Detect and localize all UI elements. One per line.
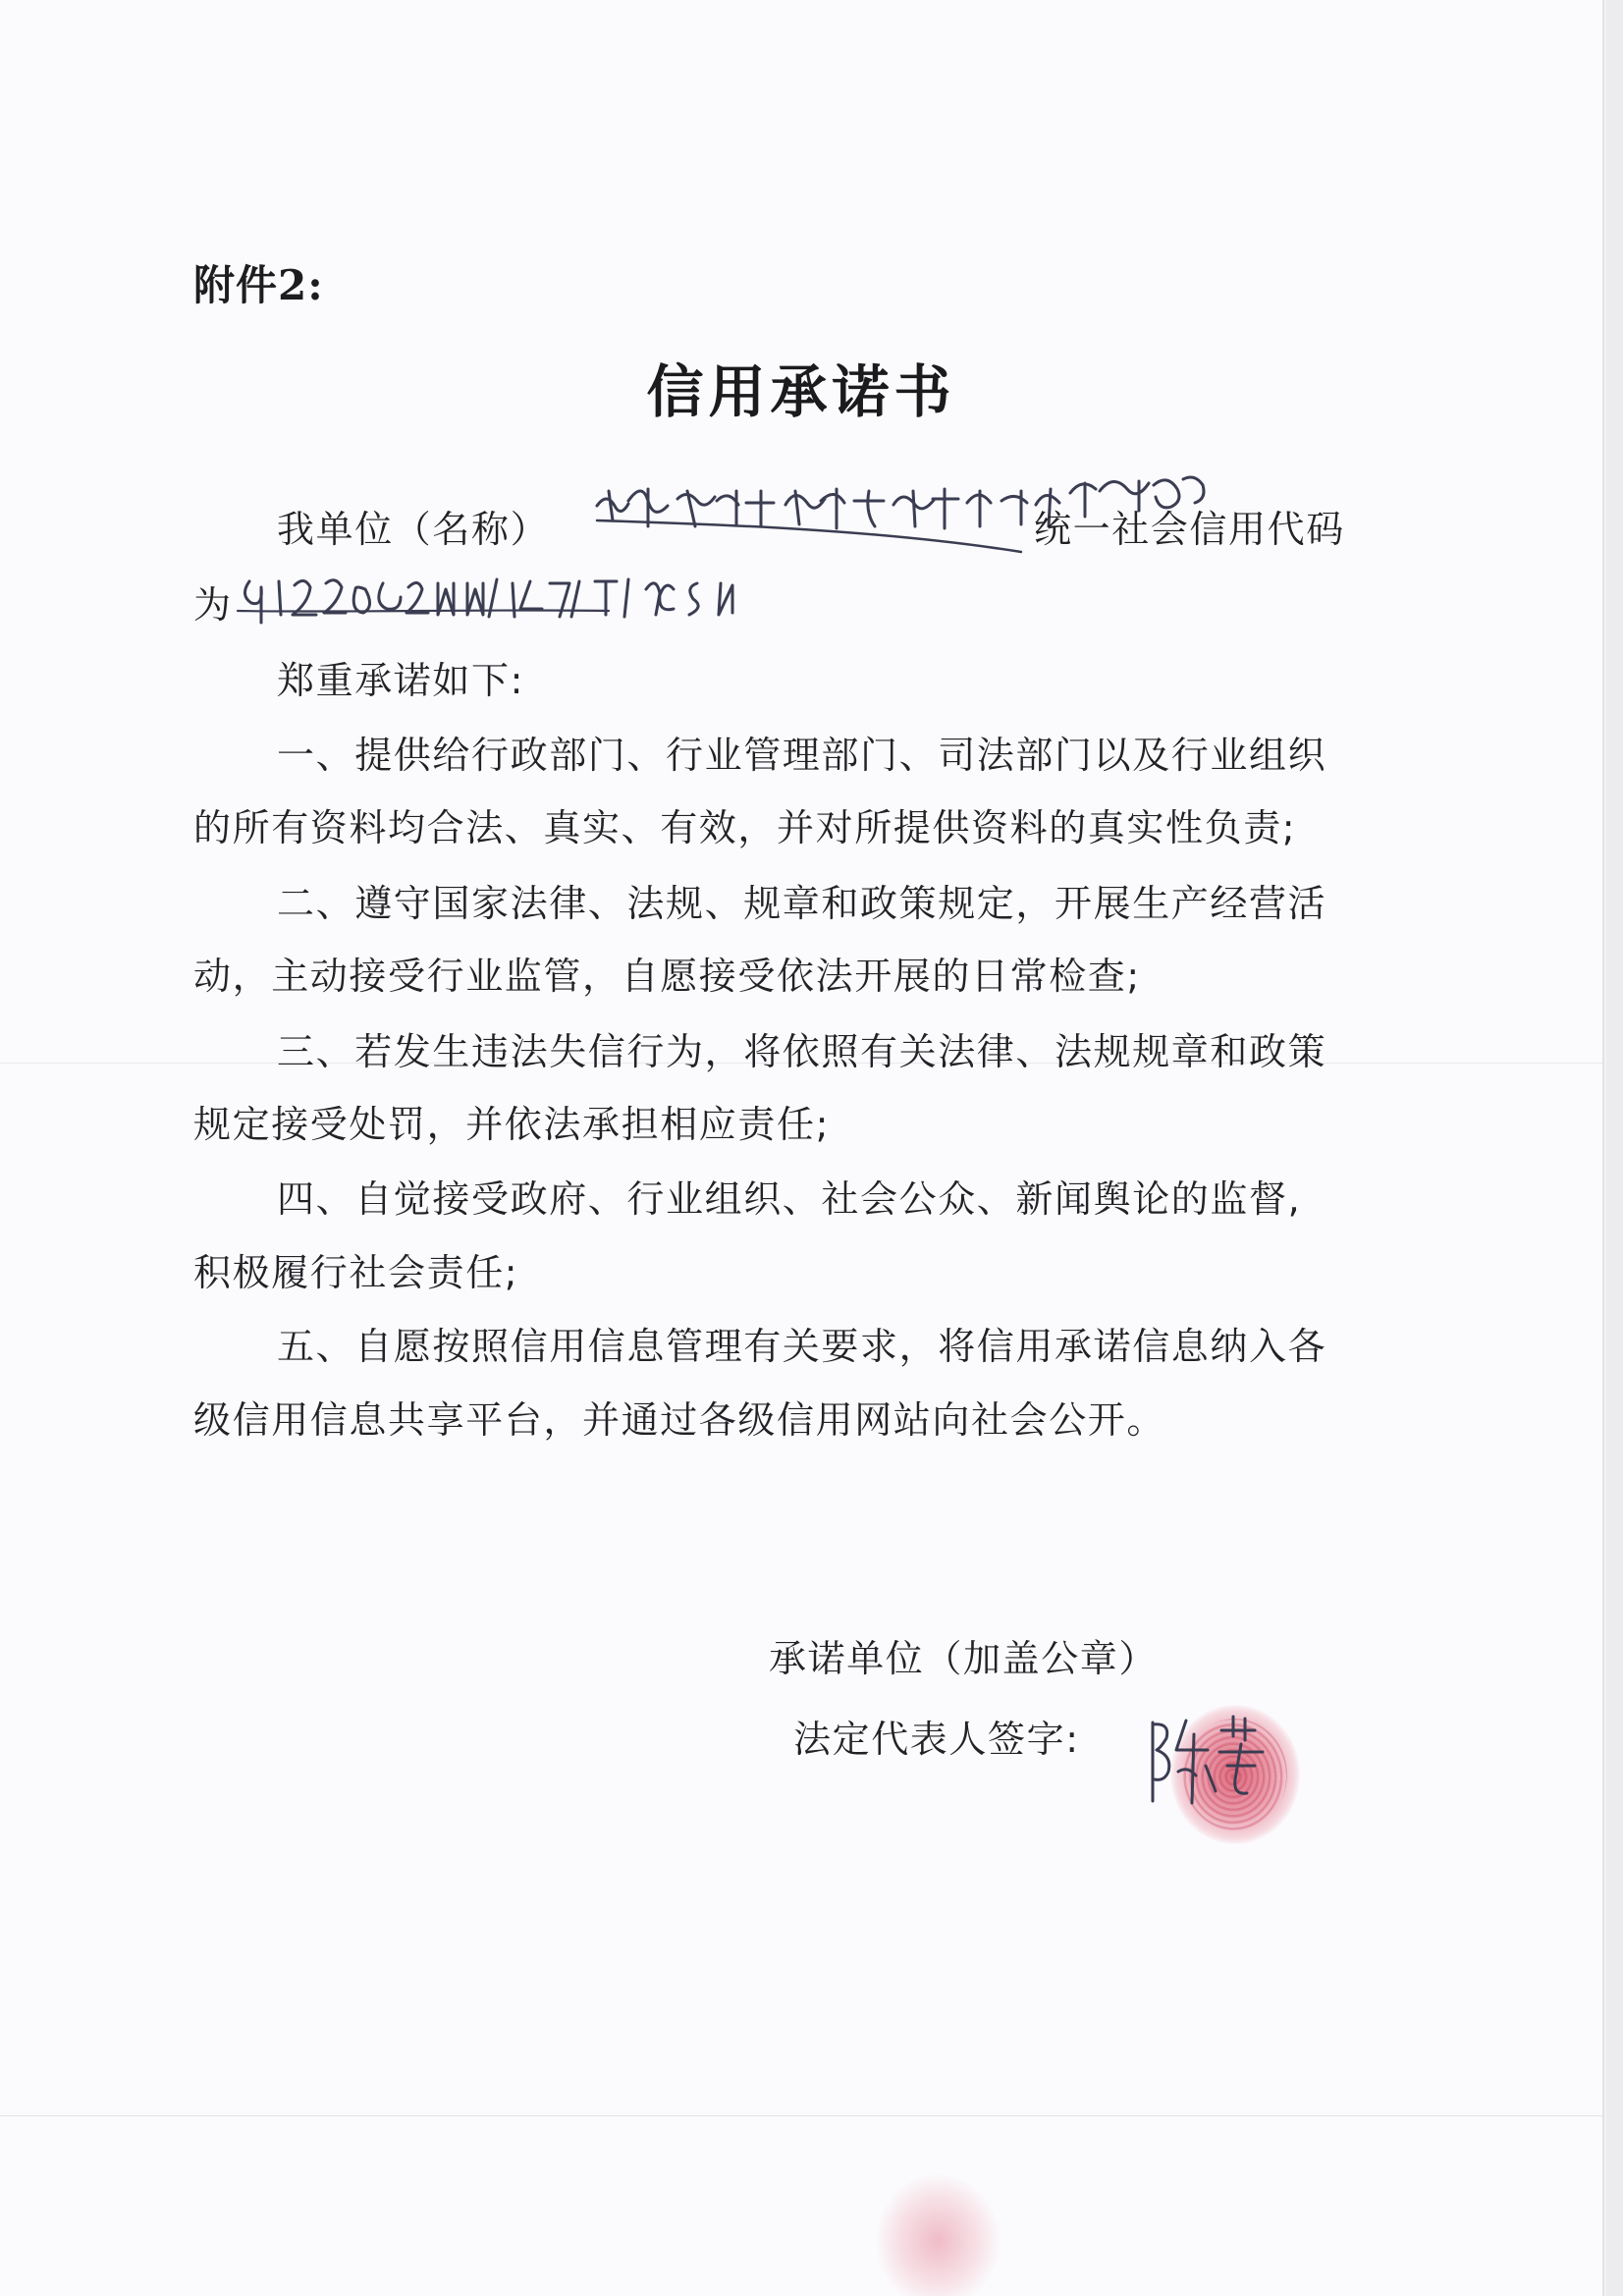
commitment-line: 规定接受处罚，并依法承担相应责任; [193,1103,831,1146]
commitment-line: 二、遵守国家法律、法规、规章和政策规定，开展生产经营活 [277,882,1327,925]
commitment-line: 四、自觉接受政府、行业组织、社会公众、新闻舆论的监督, [277,1177,1302,1221]
commitment-line: 三、若发生违法失信行为，将依照有关法律、法规规章和政策 [277,1030,1327,1073]
commit-intro: 郑重承诺如下: [277,659,525,702]
attachment-label: 附件2: [193,261,324,309]
name-prefix: 我单位（名称） [277,508,550,551]
intro-name-line [277,499,549,553]
commitment-line: 动，主动接受行业监管，自愿接受依法开展的日常检查; [193,955,1141,998]
commitment-line: 一、提供给行政部门、行业管理部门、司法部门以及行业组织 [277,734,1327,777]
code-prefix: 为 [193,583,233,627]
document-title: 信用承诺书 [646,358,956,425]
handwritten-signature [1139,1709,1286,1817]
commitment-line: 五、自愿按照信用信息管理有关要求，将信用承诺信息纳入各 [277,1325,1327,1368]
scan-artifact-line [0,2115,1602,2116]
legal-rep-label: 法定代表人签字: [793,1718,1080,1761]
commitment-line: 积极履行社会责任; [193,1251,519,1294]
commitment-line: 级信用信息共享平台，并通过各级信用网站向社会公开。 [193,1398,1166,1442]
commitment-line: 的所有资料均合法、真实、有效，并对所提供资料的真实性负责; [193,806,1297,849]
committing-unit-label: 承诺单位（加盖公章） [769,1637,1159,1680]
credit-code-label: 统一社会信用代码 [1034,508,1345,551]
fingerprint-smudge [874,2172,1001,2296]
handwritten-credit-code [236,560,864,648]
